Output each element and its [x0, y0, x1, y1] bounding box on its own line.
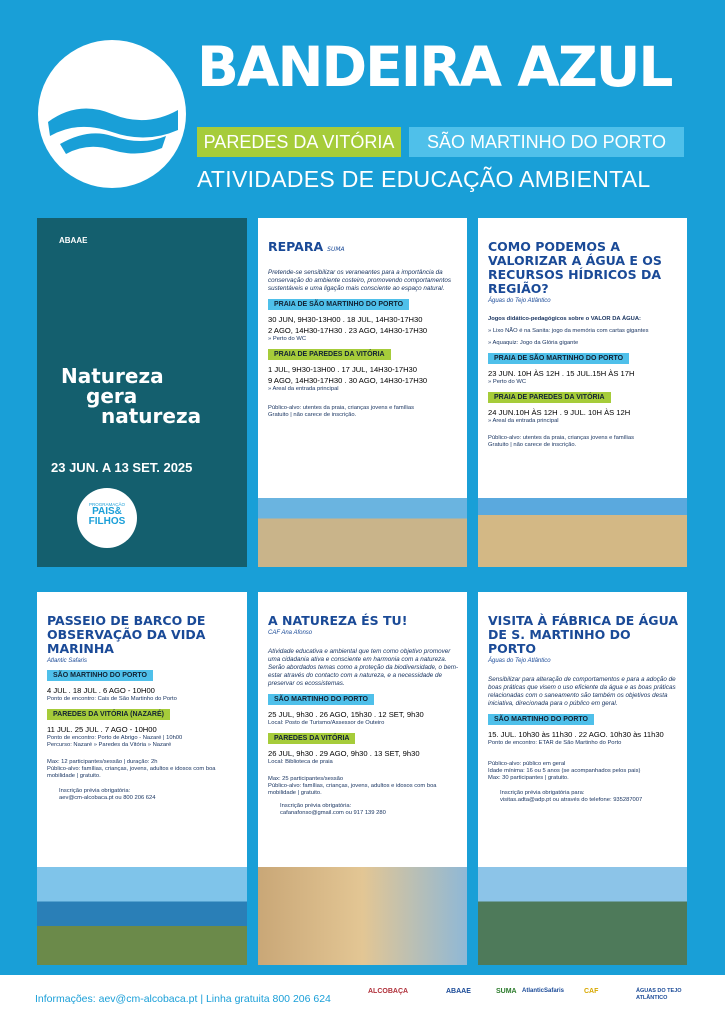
wave-icon: [38, 40, 186, 188]
meeting-point: Local: Biblioteca de praia: [268, 759, 333, 765]
card-org: Atlantic Safaris: [47, 658, 88, 664]
min-age: Idade mínima: 16 ou 5 anos (se acompanhados pelos pais): [488, 768, 641, 774]
meeting-point: Ponto de encontro: Cais de São Martinho do Porto: [47, 696, 177, 702]
meeting-point: Ponto de encontro: Porto de Abrigo - Nazaré | 10h00: [47, 735, 183, 741]
list-item: » Aquaquiz: Jogo da Glória gigante: [488, 340, 579, 346]
location-tag: PRAIA DE PAREDES DA VITÓRIA: [268, 349, 391, 360]
suma-logo: SUMA: [496, 988, 517, 995]
capacity: Max: 30 participantes | gratuito.: [488, 775, 569, 781]
registration: Inscrição prévia obrigatória: cafanafonso@gmail.com ou 917 139 280: [280, 803, 386, 816]
dates: 15. JUL. 10h30 às 11h30 . 22 AGO. 10h30 às 11h30: [488, 730, 664, 739]
dates: 2 AGO, 14H30-17H30 . 23 AGO, 14H30-17H30: [268, 326, 428, 335]
dates: 30 JUN, 9H30-13H00 . 18 JUL, 14H30-17H30: [268, 315, 423, 324]
card-intro: Jogos didático-pedagógicos sobre o VALOR DA ÁGUA:: [488, 316, 641, 322]
registration: Inscrição prévia obrigatória para: visitas.adta@adp.pt ou através do telefone: 935287007: [500, 790, 643, 803]
note: » Perto do WC: [268, 336, 307, 342]
free-note: Gratuito | não carece de inscrição.: [488, 442, 577, 448]
dates: 24 JUN.10H ÀS 12H . 9 JUL. 10H ÀS 12H: [488, 408, 631, 417]
route: Percurso: Nazaré » Paredes da Vitória » Nazaré: [47, 742, 172, 748]
page-subtitle: ATIVIDADES DE EDUCAÇÃO AMBIENTAL: [197, 166, 651, 192]
card-natureza-es-tu: [258, 592, 467, 965]
audience: Público-alvo: famílias, crianças, jovens, adultos e idosos com boa mobilidade | gratuito.: [47, 766, 216, 779]
plant-photo: [478, 867, 687, 965]
location-pill-sao-martinho: SÃO MARTINHO DO PORTO: [409, 127, 684, 157]
cover-dates: 23 JUN. A 13 SET. 2025: [51, 460, 193, 475]
meeting-point: Local: Posto de Turismo/Assessor de Outeiro: [268, 720, 385, 726]
free-note: Gratuito | não carece de inscrição.: [268, 412, 357, 418]
card-passeio-barco: [37, 592, 247, 965]
audience: Público-alvo: utentes da praia, crianças jovens e famílias: [488, 435, 634, 441]
cover-panel: [37, 218, 247, 567]
card-desc: Sensibilizar para alteração de comportamentos e para a adoção de boas práticas que visem o uso eficiente da água e as boas práticas relacionadas com o saneamento são também os objetivos desta iniciativa, direcionada para o público em geral.: [488, 676, 676, 707]
slogan-line-3: natureza: [101, 404, 202, 428]
location-tag: SÃO MARTINHO DO PORTO: [47, 670, 153, 681]
coast-photo: [37, 867, 247, 965]
abaae-logo: ABAAE: [59, 236, 88, 245]
beach-photo: [258, 498, 467, 567]
atlantic-safaris-logo: AtlanticSafaris: [522, 988, 565, 994]
activity-photo: [478, 498, 687, 567]
card-title: A NATUREZA ÉS TU!: [268, 613, 408, 628]
card-fabrica-agua: [478, 592, 687, 965]
location-tag: SÃO MARTINHO DO PORTO: [488, 714, 594, 725]
card-org: Águas do Tejo Atlântico: [488, 298, 551, 304]
dates: 4 JUL . 18 JUL . 6 AGO - 10H00: [47, 686, 155, 695]
card-org: Águas do Tejo Atlântico: [488, 658, 551, 664]
alcobaca-logo: ALCOBAÇA: [368, 988, 409, 995]
card-org: CAF Ana Afonso: [268, 630, 313, 636]
card-desc: Atividade educativa e ambiental que tem como objetivo promover uma cidadania ativa e consciente em harmonia com a natureza. Serão abordados temas como a proteção da biodiversidade, o bem-estar através do contacto com a natureza, e a necessidade de preservar os ecossistemas.: [268, 648, 459, 687]
pais-filhos-badge: PROGRAMAÇÃO PAIS& FILHOS: [77, 488, 137, 548]
card-title: PASSEIO DE BARCO DE OBSERVAÇÃO DA VIDA MARINHA: [47, 613, 206, 656]
card-repara: [258, 218, 467, 567]
location-tag: PAREDES DA VITÓRIA: [268, 733, 355, 744]
dates: 25 JUL, 9h30 . 26 AGO, 15h30 . 12 SET, 9h30: [268, 710, 424, 719]
location-tag: PRAIA DE SÃO MARTINHO DO PORTO: [268, 299, 409, 310]
note: » Areal da entrada principal: [268, 386, 339, 392]
location-tag: SÃO MARTINHO DO PORTO: [268, 694, 374, 705]
audience: Público-alvo: público em geral: [488, 761, 566, 767]
location-tag: PRAIA DE SÃO MARTINHO DO PORTO: [488, 353, 629, 364]
capacity: Max: 12 participantes/sessão | duração: 2h: [47, 759, 158, 765]
registration: Inscrição prévia obrigatória: aev@cm-alcobaca.pt ou 800 206 624: [59, 788, 156, 801]
audience: Público-alvo: famílias, crianças, jovens, adultos e idosos com boa mobilidade | gratuito.: [268, 783, 437, 796]
list-item: » Lixo NÃO é na Sanita: jogo da memória com cartas gigantes: [488, 328, 649, 334]
blue-flag-logo: [38, 40, 186, 188]
aguas-tejo-logo: ÁGUAS DO TEJO ATLÂNTICO: [636, 988, 682, 1001]
activity-photo: [258, 867, 467, 965]
location-tag: PRAIA DE PAREDES DA VITÓRIA: [488, 392, 611, 403]
caf-logo: CAF: [584, 988, 599, 995]
note: » Perto do WC: [488, 379, 527, 385]
audience: Público-alvo: utentes da praia, crianças jovens e famílias: [268, 405, 414, 411]
dates: 23 JUN. 10H ÀS 12H . 15 JUL.15H ÀS 17H: [488, 369, 635, 378]
card-title: COMO PODEMOS A VALORIZAR A ÁGUA E OS RECURSOS HÍDRICOS DA REGIÃO?: [488, 239, 662, 296]
card-title: REPARA SUMA: [268, 239, 345, 254]
dates: 26 JUL, 9h30 . 29 AGO, 9h30 . 13 SET, 9h30: [268, 749, 420, 758]
footer-info: Informações: aev@cm-alcobaca.pt | Linha gratuita 800 206 624: [35, 993, 331, 1005]
abaae-logo: ABAAE: [446, 988, 471, 995]
note: » Areal da entrada principal: [488, 418, 559, 424]
card-title: VISITA À FÁBRICA DE ÁGUA DE S. MARTINHO DO PORTO: [488, 613, 679, 656]
card-valorizar-agua: [478, 218, 687, 567]
dates: 11 JUL. 25 JUL . 7 AGO - 10H00: [47, 725, 157, 734]
location-tag: PAREDES DA VITÓRIA (NAZARÉ): [47, 709, 170, 720]
dates: 9 AGO, 14H30-17H30 . 30 AGO, 14H30-17H30: [268, 376, 428, 385]
dates: 1 JUL, 9H30-13H00 . 17 JUL, 14H30-17H30: [268, 365, 418, 374]
meeting-point: Ponto de encontro: ETAR de São Martinho do Porto: [488, 740, 622, 746]
slogan-line-2: gera: [86, 384, 138, 408]
capacity: Max: 25 participantes/sessão: [268, 776, 344, 782]
card-desc: Pretende-se sensibilizar os veraneantes para a importância da conservação do ambiente costeiro, promovendo comportamentos sustentáveis e uma ligação mais consciente ao espaço natural.: [268, 269, 452, 292]
slogan-line-1: Natureza: [61, 364, 164, 388]
location-pill-paredes: PAREDES DA VITÓRIA: [197, 127, 401, 157]
page-title: BANDEIRA AZUL: [197, 35, 672, 99]
